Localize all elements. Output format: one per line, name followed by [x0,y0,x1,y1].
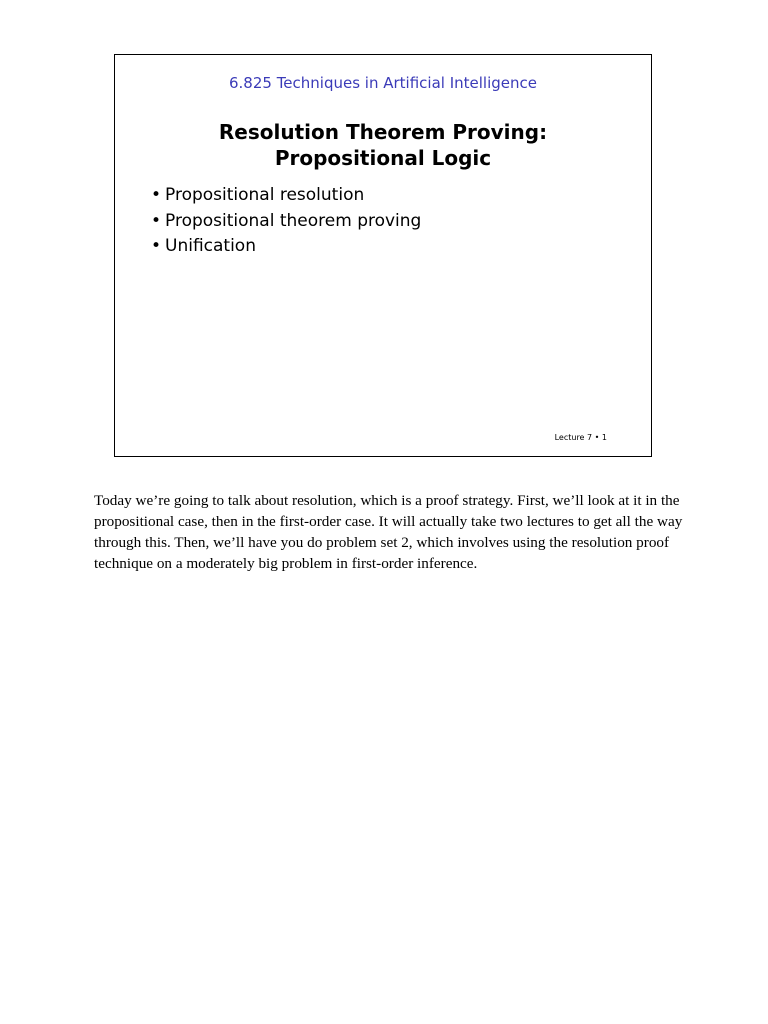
slide-title [115,119,651,171]
course-title: 6.825 Techniques in Artificial Intelligence [228,74,537,92]
bullet-text: Unification [165,236,256,256]
slide-title-line-2: Propositional Logic [274,146,492,170]
slide-frame [114,54,652,457]
slide-number: Lecture 7 • 1 [554,433,607,442]
lecture-notes-paragraph: Today we’re going to talk about resolution, which is a proof strategy. First, we’ll look at it in the propositional case, then in the first-order case. It will actually take two lectures to get all the way through this. Then, we’ll have you do problem set 2, which involves using the resolution proof technique on a moderately big problem in first-order inference. [94,492,683,572]
slide-title-line-1: Resolution Theorem Proving: [218,120,548,144]
bullet-dot-icon: • [151,185,162,205]
bullet-dot-icon: • [151,210,162,231]
bullet-text: Propositional theorem proving [165,210,422,231]
bullet-item [151,183,421,209]
bullet-text: Propositional resolution [165,185,365,205]
bullet-dot-icon: • [151,236,162,256]
bullet-list [151,183,421,260]
bullet-item [151,209,421,235]
bullet-item [151,234,421,260]
